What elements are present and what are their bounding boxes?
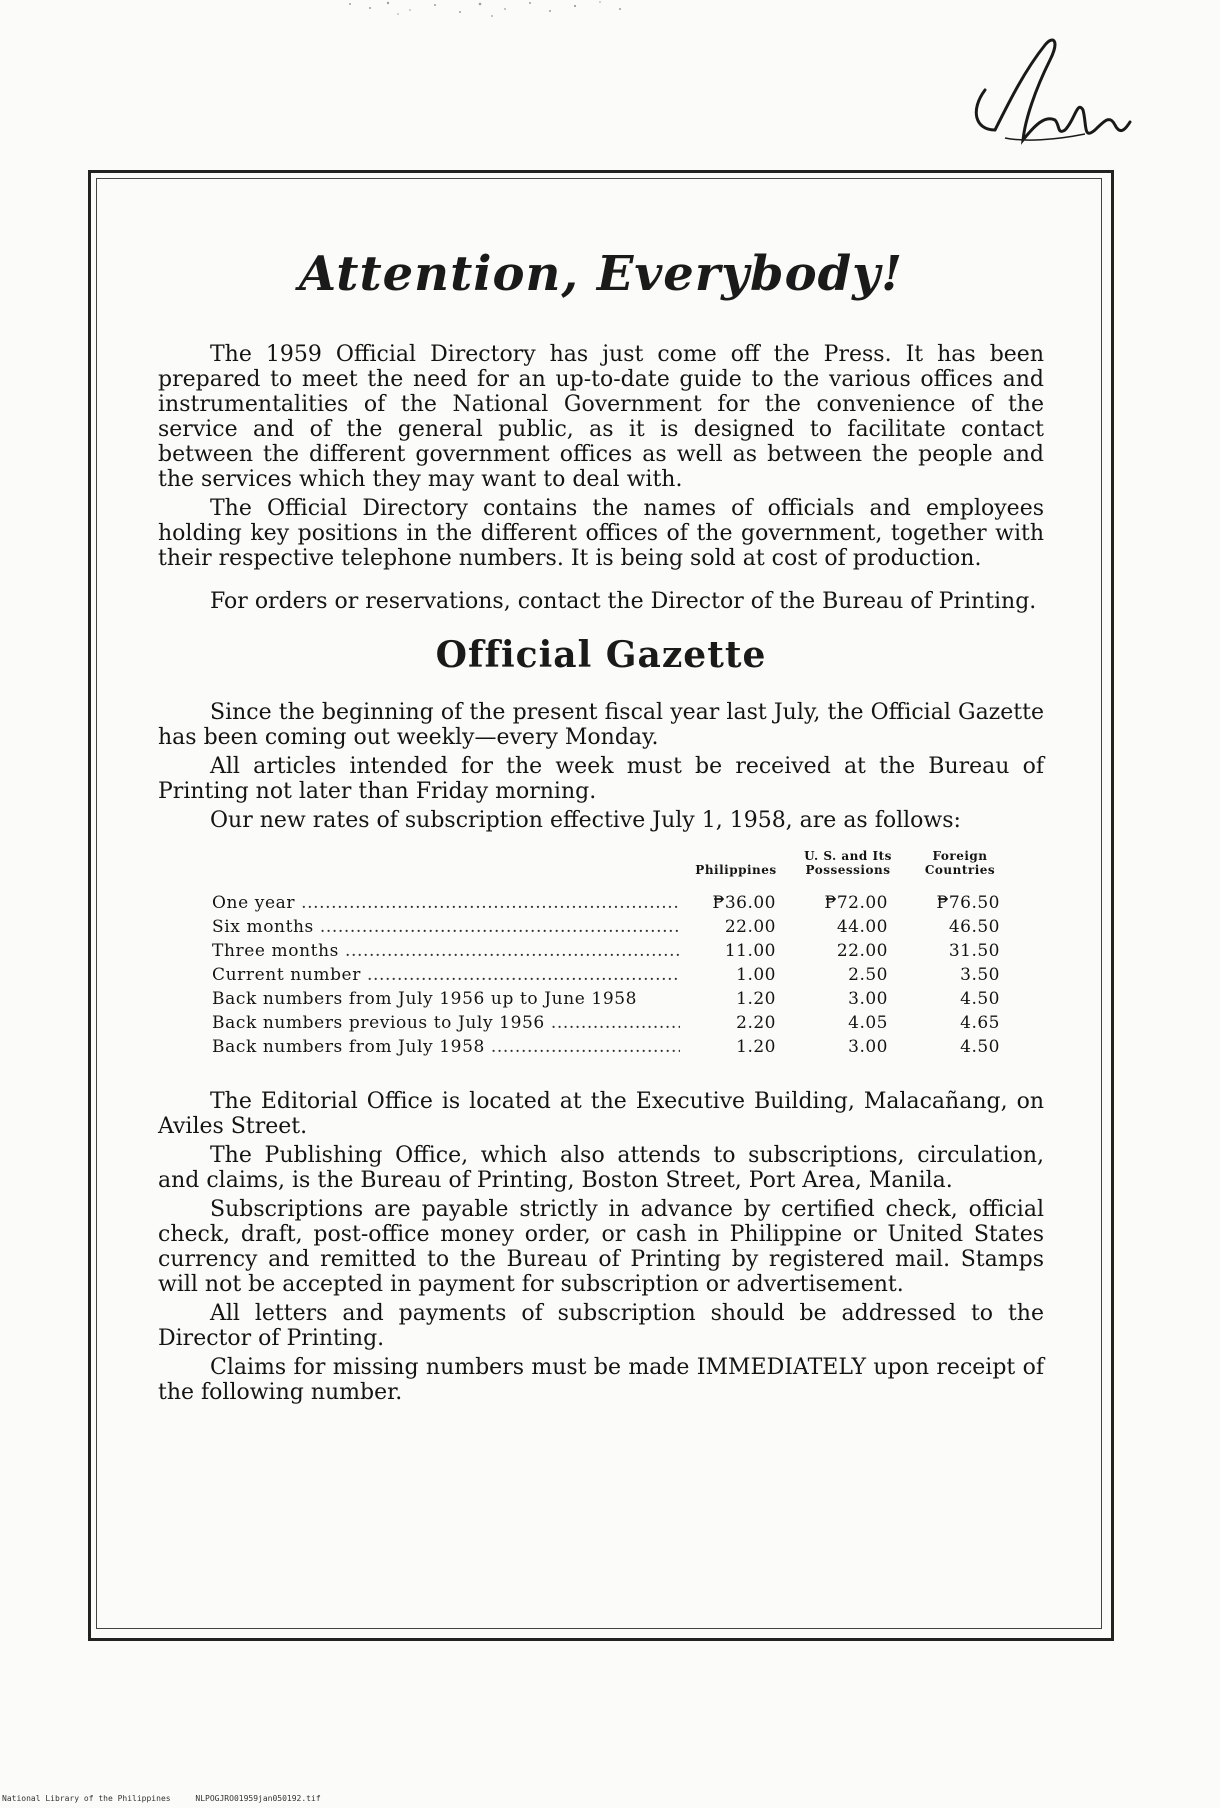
intro-paragraph: The 1959 Official Directory has just come off the Press. It has been prepared to meet the need for an up-to-date guide to the various offices and instrumentalities of the National Government for the convenience of the service and of the general public, as it is designed to facilitate contact between the different government offices as well as between the people and the services which they may want to deal with. bbox=[158, 342, 1044, 492]
gazette-paragraph: Our new rates of subscription effective July 1, 1958, are as follows: bbox=[210, 808, 961, 833]
document-content bbox=[158, 240, 1044, 1405]
row-label: Back numbers previous to July 1956 bbox=[212, 1013, 545, 1033]
intro-paragraph: For orders or reservations, contact the Director of the Bureau of Printing. bbox=[210, 589, 1037, 614]
row-label: One year bbox=[212, 893, 296, 913]
table-row bbox=[212, 891, 1017, 915]
rate-foreign: 46.50 bbox=[948, 917, 1000, 937]
column-header-us: U. S. and Its Possessions bbox=[804, 849, 892, 877]
table-row bbox=[212, 987, 1017, 1011]
rate-foreign: ₱76.50 bbox=[936, 893, 1000, 913]
footer-filename: NLPOGJRO01959jan050192.tif bbox=[195, 1794, 321, 1803]
table-row bbox=[212, 1011, 1017, 1035]
rate-us: 2.50 bbox=[848, 965, 888, 985]
gazette-paragraph: All articles intended for the week must be received at the Bureau of Printing not later than Friday morning. bbox=[158, 754, 1044, 804]
row-label: Back numbers from July 1958 bbox=[212, 1037, 485, 1057]
row-label: Three months bbox=[212, 941, 339, 961]
subscription-rates-table bbox=[212, 849, 1017, 1059]
closing-paragraph: Subscriptions are payable strictly in advance by certified check, official check, draft, post-office money order, or cash in Philippine or United States currency and remitted to the Bureau of Printing by registered mail. Stamps will not be accepted in payment for subscription or advertisement. bbox=[158, 1197, 1044, 1297]
scan-speckle-decoration bbox=[340, 0, 640, 22]
rate-philippines: ₱36.00 bbox=[712, 893, 776, 913]
closing-paragraph: The Editorial Office is located at the Executive Building, Malacañang, on Aviles Street. bbox=[158, 1089, 1044, 1139]
table-header bbox=[212, 849, 1017, 877]
rate-philippines: 1.20 bbox=[736, 989, 776, 1009]
rate-foreign: 4.50 bbox=[960, 989, 1000, 1009]
closing-paragraph: All letters and payments of subscription should be addressed to the Director of Printing. bbox=[158, 1301, 1044, 1351]
rate-us: 4.05 bbox=[848, 1013, 888, 1033]
gazette-paragraph: Since the beginning of the present fiscal year last July, the Official Gazette has been coming out weekly—every Monday. bbox=[158, 700, 1044, 750]
intro-paragraph: The Official Directory contains the names of officials and employees holding key positions in the different offices of the government, together with their respective telephone numbers. It is being sold at cost of production. bbox=[158, 496, 1044, 571]
rate-foreign: 4.65 bbox=[960, 1013, 1000, 1033]
table-row bbox=[212, 939, 1017, 963]
closing-paragraph: Claims for missing numbers must be made IMMEDIATELY upon receipt of the following number. bbox=[158, 1355, 1044, 1405]
table-row bbox=[212, 963, 1017, 987]
rate-foreign: 3.50 bbox=[960, 965, 1000, 985]
rate-us: ₱72.00 bbox=[824, 893, 888, 913]
table-row bbox=[212, 915, 1017, 939]
rate-philippines: 1.20 bbox=[736, 1037, 776, 1057]
closing-paragraph: The Publishing Office, which also attends to subscriptions, circulation, and claims, is the Bureau of Printing, Boston Street, Port Area, Manila. bbox=[158, 1143, 1044, 1193]
page-title: Attention, Everybody! bbox=[298, 246, 904, 302]
rate-foreign: 4.50 bbox=[960, 1037, 1000, 1057]
rate-us: 22.00 bbox=[836, 941, 888, 961]
rate-foreign: 31.50 bbox=[948, 941, 1000, 961]
table-row bbox=[212, 1035, 1017, 1059]
scan-footer bbox=[2, 1794, 341, 1803]
rate-philippines: 1.00 bbox=[736, 965, 776, 985]
footer-library: National Library of the Philippines bbox=[2, 1794, 171, 1803]
rate-us: 3.00 bbox=[848, 989, 888, 1009]
column-header-foreign: Foreign Countries bbox=[924, 849, 996, 877]
column-header-philippines: Philippines bbox=[695, 863, 777, 877]
row-label: Back numbers from July 1956 up to June 1958 bbox=[212, 989, 638, 1009]
rate-us: 44.00 bbox=[836, 917, 888, 937]
rate-philippines: 22.00 bbox=[724, 917, 776, 937]
row-label: Current number bbox=[212, 965, 361, 985]
gazette-title: Official Gazette bbox=[435, 634, 767, 676]
row-label: Six months bbox=[212, 917, 314, 937]
rate-philippines: 11.00 bbox=[724, 941, 776, 961]
handwritten-signature bbox=[965, 30, 1135, 170]
rate-us: 3.00 bbox=[848, 1037, 888, 1057]
rate-philippines: 2.20 bbox=[736, 1013, 776, 1033]
